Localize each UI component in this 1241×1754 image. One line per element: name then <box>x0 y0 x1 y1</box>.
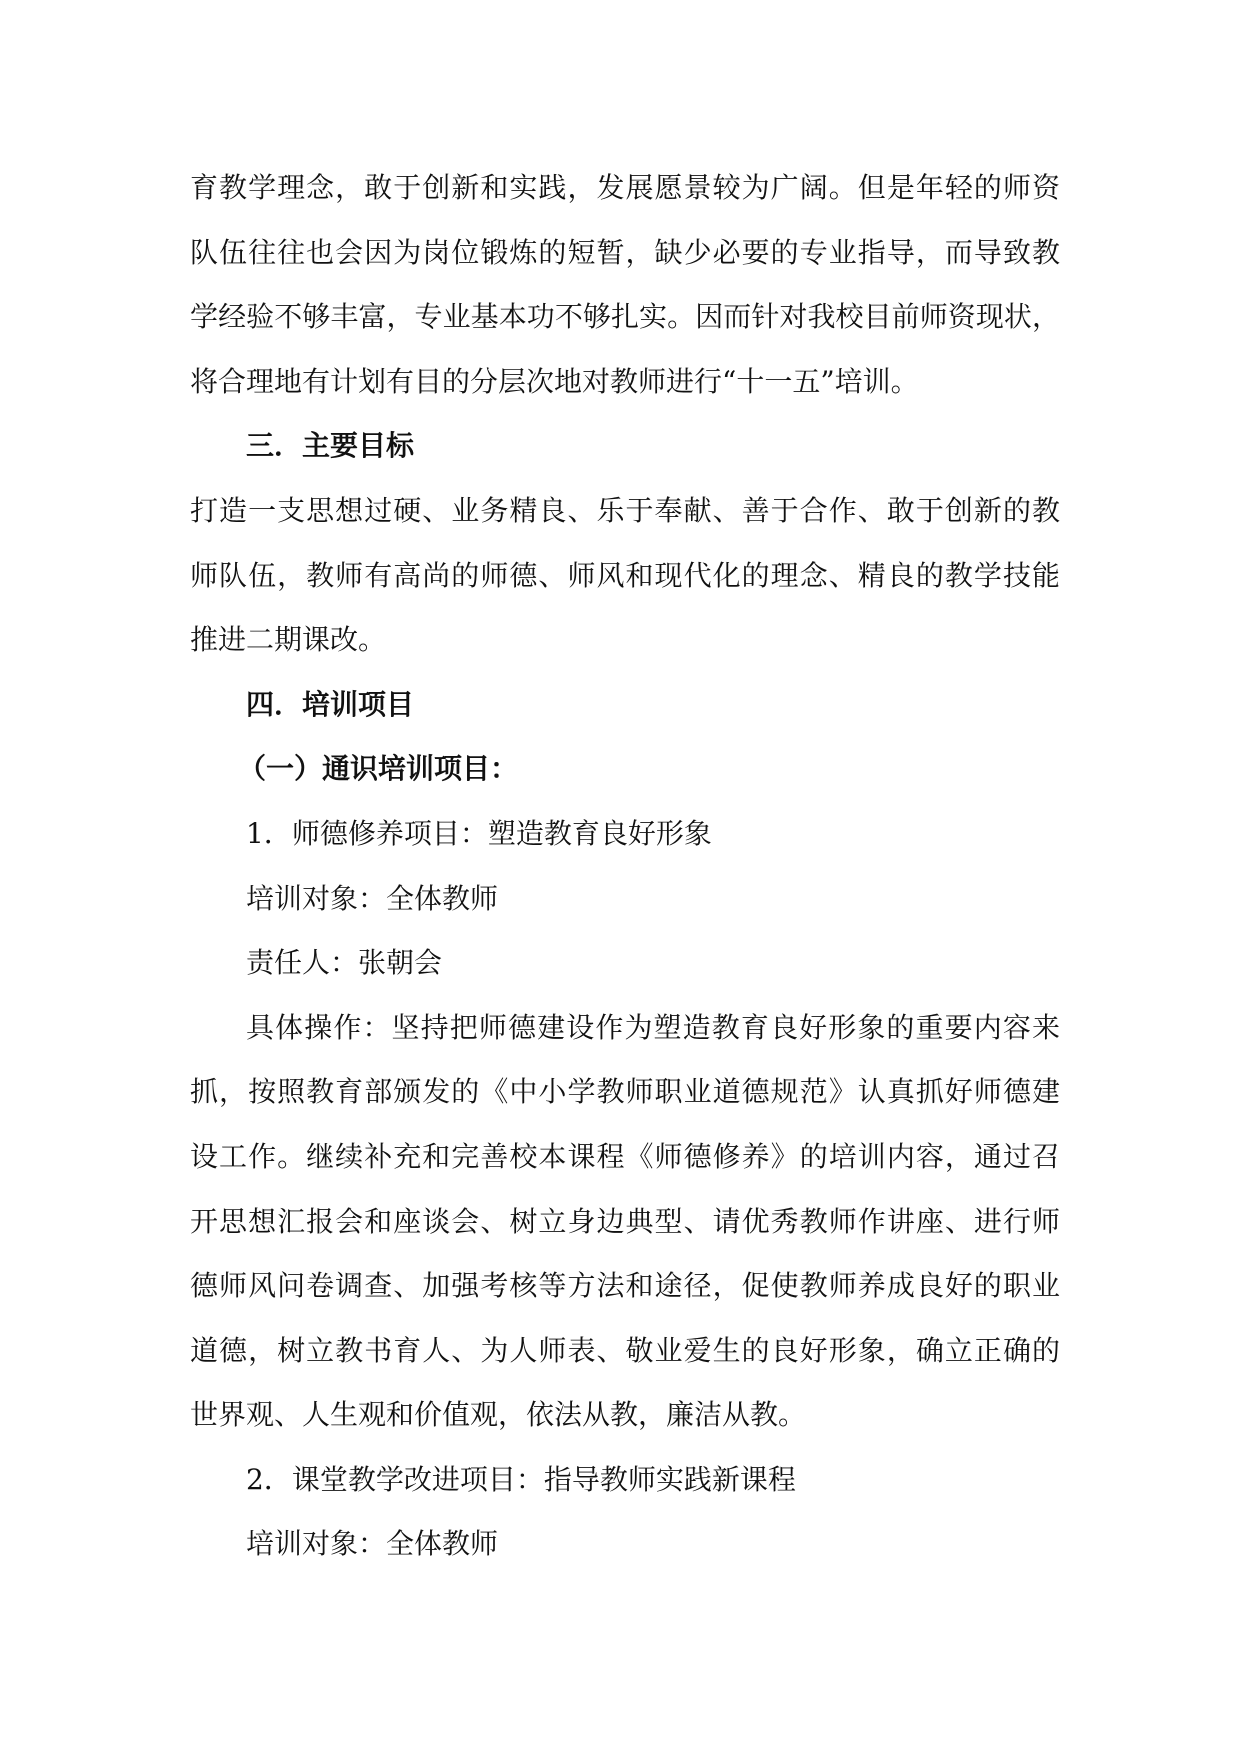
item-target: 培训对象：全体教师 <box>246 881 499 915</box>
document-body <box>190 156 1060 1577</box>
paragraph-line: 学经验不够丰富，专业基本功不够扎实。因而针对我校目前师资现状， <box>190 300 1060 334</box>
paragraph-line: 将合理地有计划有目的分层次地对教师进行“十一五”培训。 <box>190 364 919 398</box>
section-heading: 四．培训项目 <box>246 687 415 721</box>
paragraph-line: 育教学理念，敢于创新和实践，发展愿景较为广阔。但是年轻的师资 <box>190 171 1060 204</box>
item-owner: 责任人：张朝会 <box>246 946 443 980</box>
paragraph-line: 具体操作：坚持把师德建设作为塑造教育良好形象的重要内容来 <box>246 1010 1060 1044</box>
paragraph-line: 抓，按照教育部颁发的《中小学教师职业道德规范》认真抓好师德建 <box>190 1075 1060 1109</box>
subsection-heading: （一）通识培训项目： <box>238 752 519 786</box>
paragraph-line: 推进二期课改。 <box>190 623 387 657</box>
paragraph-line: 设工作。继续补充和完善校本课程《师德修养》的培训内容，通过召 <box>190 1139 1060 1173</box>
section-heading: 三．主要目标 <box>246 429 415 463</box>
item-target: 培训对象：全体教师 <box>246 1527 499 1561</box>
paragraph-line: 世界观、人生观和价值观，依法从教，廉洁从教。 <box>190 1398 807 1432</box>
paragraph-line: 打造一支思想过硬、业务精良、乐于奉献、善于合作、敢于创新的教 <box>190 493 1060 527</box>
item-title: 2．课堂教学改进项目：指导教师实践新课程 <box>246 1462 796 1496</box>
paragraph-line: 队伍往往也会因为岗位锻炼的短暂，缺少必要的专业指导，而导致教 <box>190 235 1060 269</box>
paragraph-line: 开思想汇报会和座谈会、树立身边典型、请优秀教师作讲座、进行师 <box>190 1204 1060 1238</box>
item-title: 1．师德修养项目：塑造教育良好形象 <box>246 816 712 850</box>
paragraph-line: 师队伍，教师有高尚的师德、师风和现代化的理念、精良的教学技能 <box>190 558 1060 592</box>
paragraph-line: 道德，树立教书育人、为人师表、敬业爱生的良好形象，确立正确的 <box>190 1333 1060 1367</box>
paragraph-line: 德师风问卷调查、加强考核等方法和途径，促使教师养成良好的职业 <box>190 1269 1060 1303</box>
